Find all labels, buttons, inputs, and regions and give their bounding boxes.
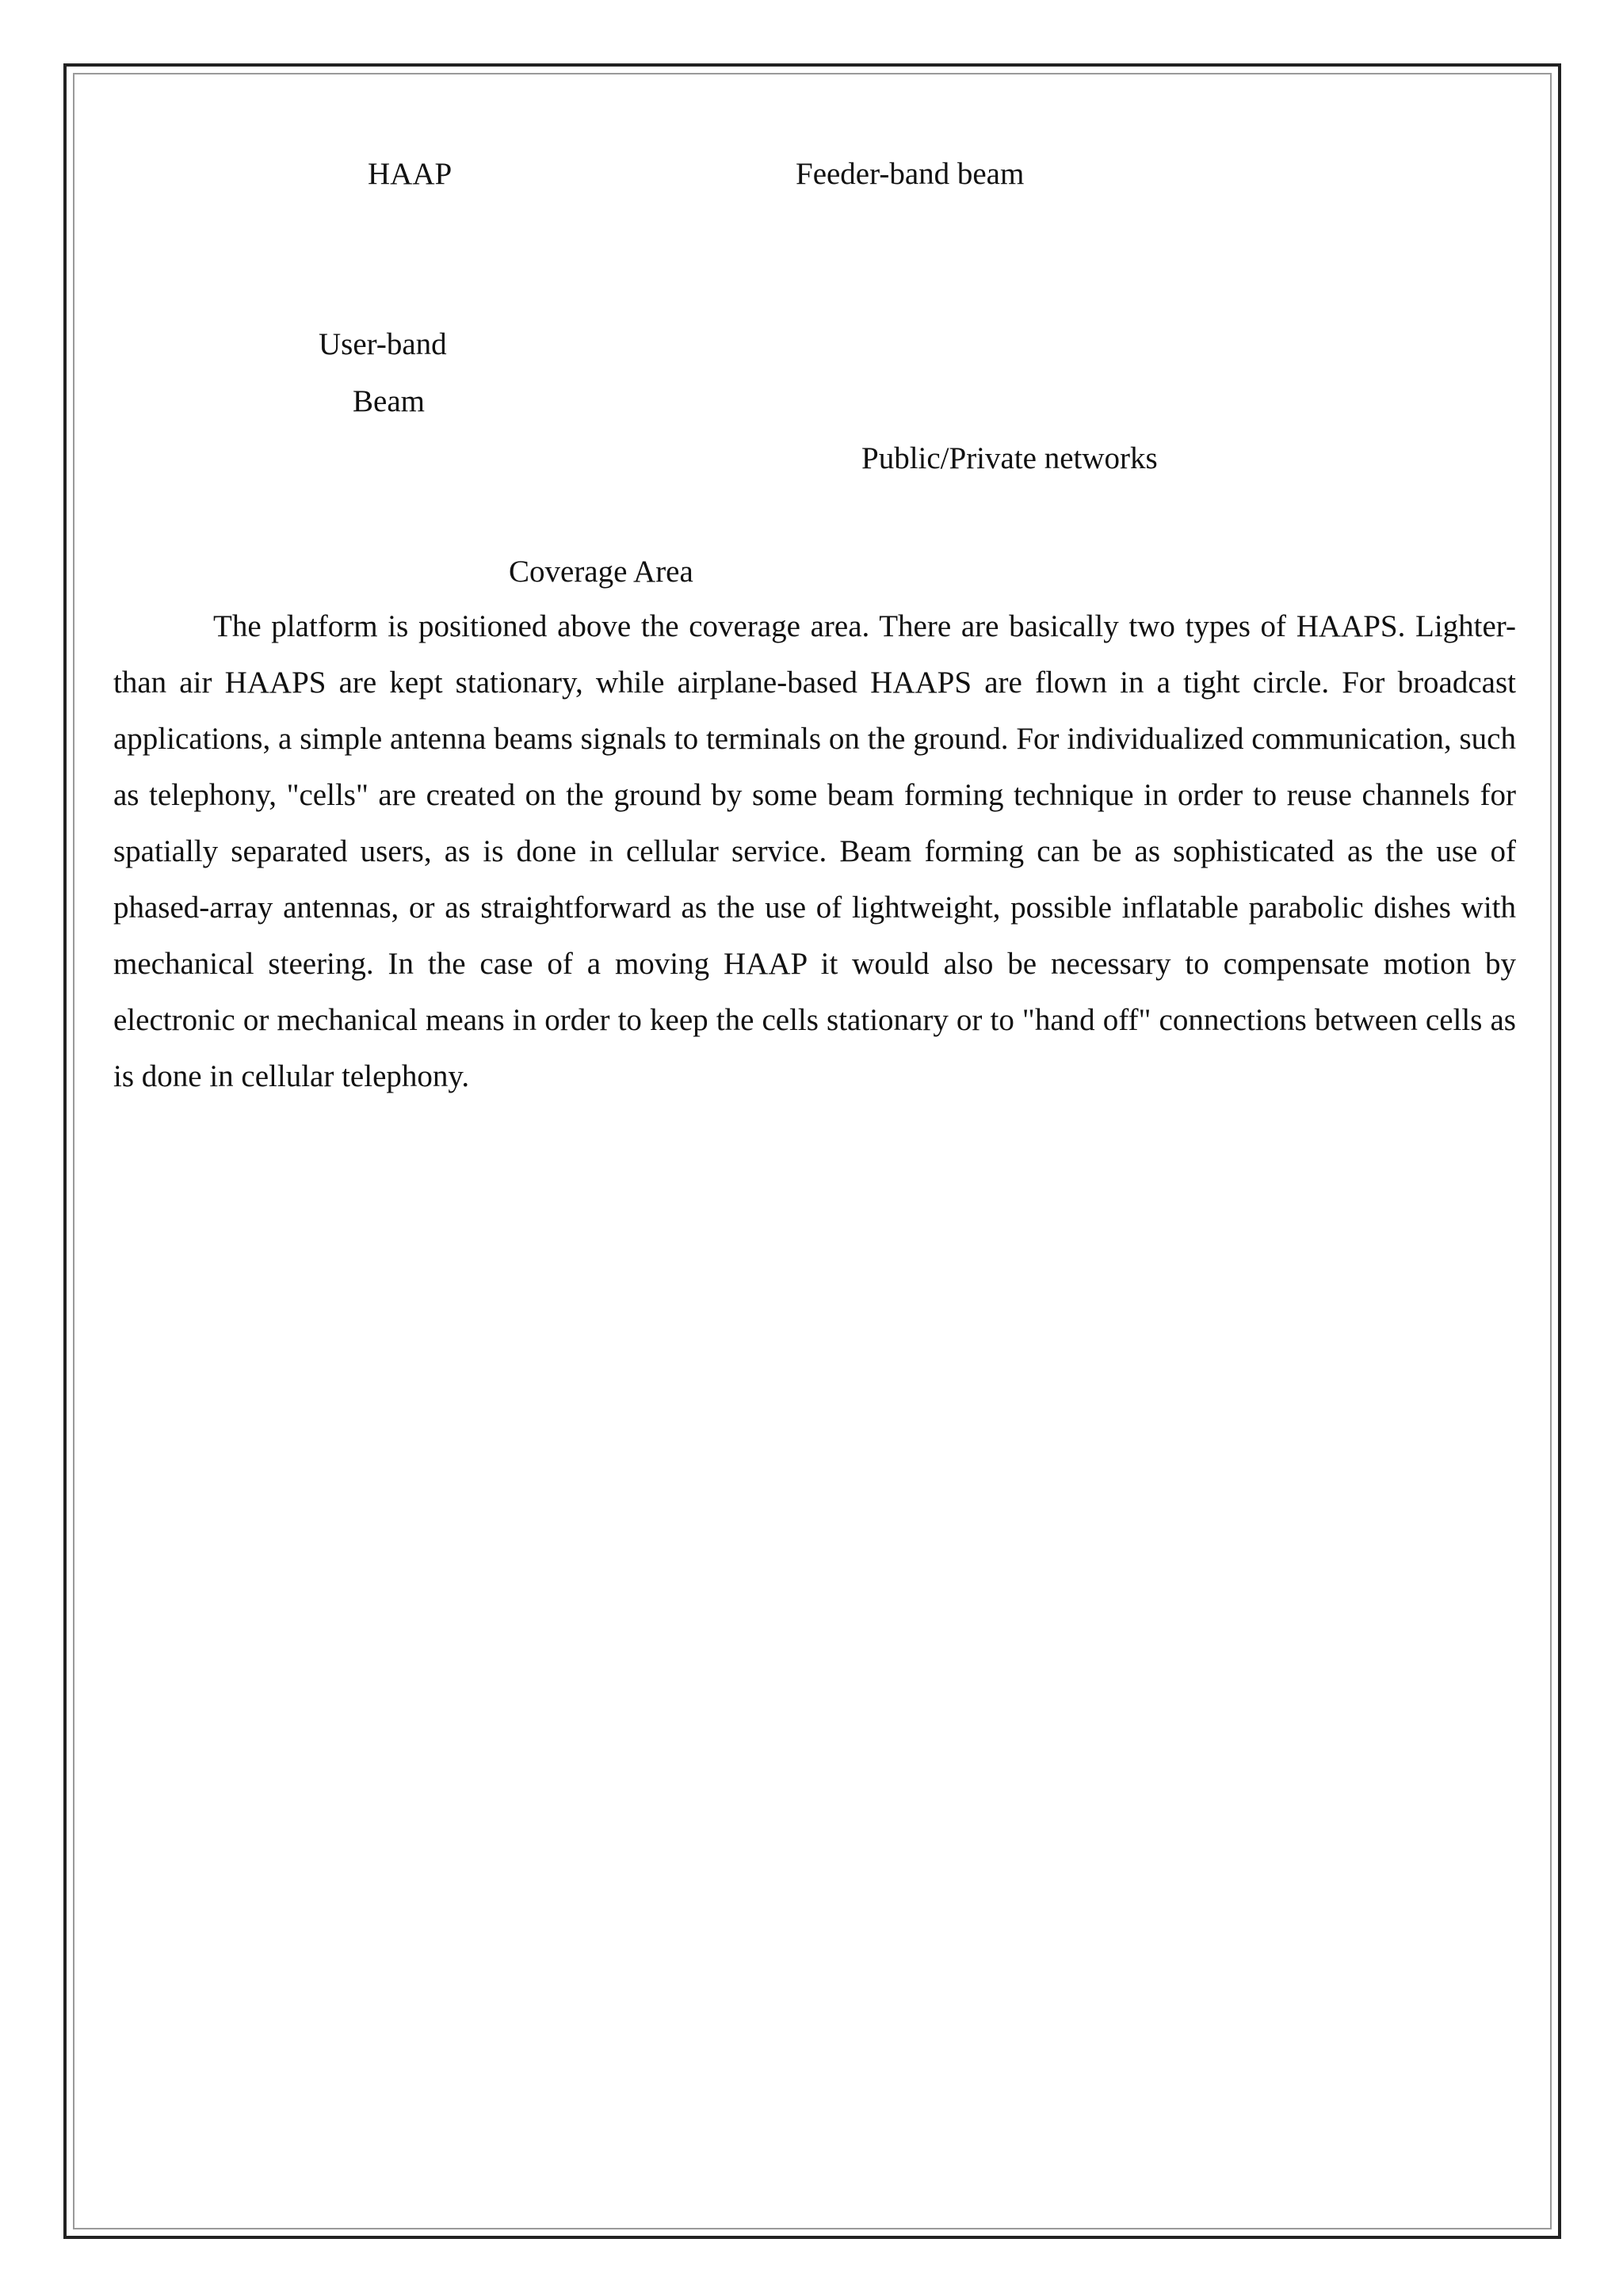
- haap-label: HAAP: [368, 157, 453, 191]
- body-paragraph: The platform is positioned above the coverage area. There are basically two types of HAAPS. Lighter-than air HAAPS are kept stationary, while airplane-based HAAPS are flown in a tight circle. For broadcast applications, a simple antenna beams signals to terminals on the ground. For individualized communication, such as telephony, "cells" are created on the ground by some beam forming technique in order to reuse channels for spatially separated users, as is done in cellular service. Beam forming can be as sophisticated as the use of phased-array antennas, or as straightforward as the use of lightweight, possible inflatable parabolic dishes with mechanical steering. In the case of a moving HAAP it would also be necessary to compensate motion by electronic or mechanical means in order to keep the cells stationary or to "hand off" connections between cells as is done in cellular telephony.: [113, 609, 1516, 1093]
- page-inner-border: [73, 73, 1552, 2229]
- feeder-band-beam-label: Feeder-band beam: [796, 157, 1025, 191]
- coverage-area-label: Coverage Area: [509, 555, 693, 589]
- networks-label: Public/Private networks: [861, 441, 1158, 475]
- user-band-label: User-band: [319, 327, 447, 361]
- beam-label: Beam: [353, 384, 425, 418]
